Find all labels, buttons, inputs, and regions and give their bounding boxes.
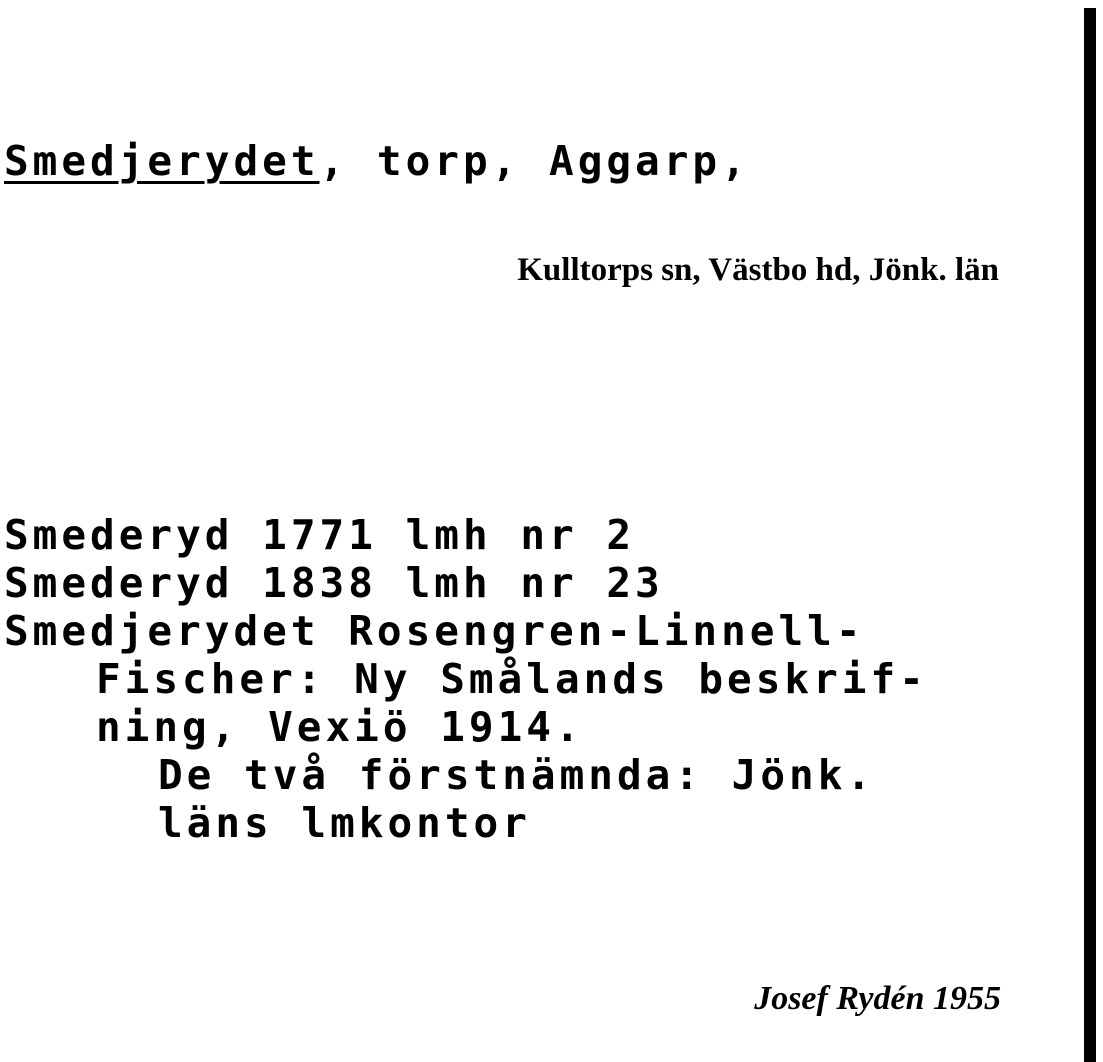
source-line-5: ning, Vexiö 1914. [96,703,584,751]
source-line-4: Fischer: Ny Smålands beskrif- [96,655,928,703]
card-edge-bar [1084,8,1096,1062]
place-name: Smedjerydet [4,137,320,185]
location-line: Kulltorps sn, Västbo hd, Jönk. län [517,252,999,288]
note-line-1: De två förstnämnda: Jönk. [158,751,876,799]
source-line-1: Smederyd 1771 lmh nr 2 [4,511,636,559]
heading-rest: , torp, Aggarp, [319,137,750,185]
card-heading [4,138,750,184]
signature: Josef Rydén 1955 [754,980,1001,1017]
note-line-2: läns lmkontor [158,799,531,847]
source-line-2: Smederyd 1838 lmh nr 23 [4,559,664,607]
source-line-3: Smedjerydet Rosengren-Linnell- [4,607,865,655]
